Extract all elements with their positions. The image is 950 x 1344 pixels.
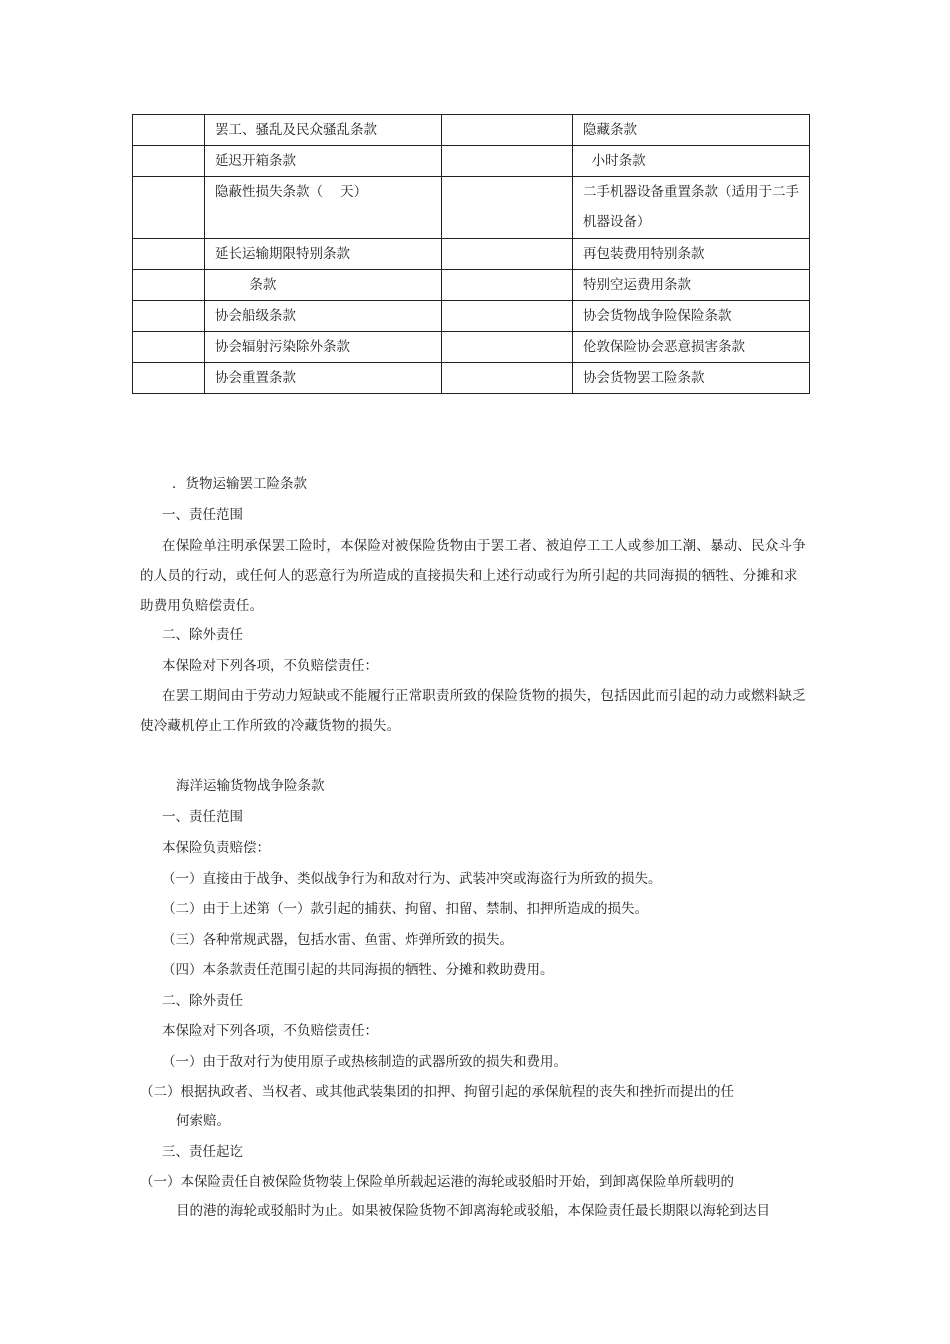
table-cell [442, 363, 573, 394]
table-cell: 协会辐射污染除外条款 [205, 332, 442, 363]
section-heading: 三、责任起讫 [162, 1144, 243, 1160]
coverage-intro: 本保险负责赔偿： [162, 840, 270, 856]
table-cell: 条款 [205, 270, 442, 301]
section-heading: 一、责任范围 [162, 507, 243, 523]
list-item: （一）本保险责任自被保险货物装上保险单所载起运港的海轮或驳船时开始，到卸离保险单所载明的 [140, 1174, 734, 1190]
table-cell [442, 177, 573, 239]
exclusion-intro: 本保险对下列各项，不负赔偿责任： [162, 1023, 378, 1039]
table-cell [442, 146, 573, 177]
table-cell: 延迟开箱条款 [205, 146, 442, 177]
table-cell [442, 270, 573, 301]
table-cell: 协会重置条款 [205, 363, 442, 394]
table-cell: 协会船级条款 [205, 301, 442, 332]
list-item: （三）各种常规武器，包括水雷、鱼雷、炸弹所致的损失。 [162, 932, 513, 948]
list-item-continuation: 目的港的海轮或驳船时为止。如果被保险货物不卸离海轮或驳船，本保险责任最长期限以海轮到达目 [176, 1203, 770, 1219]
table-cell: 二手机器设备重置条款（适用于二手机器设备） [573, 177, 810, 239]
table-row [133, 301, 810, 332]
table-cell [133, 363, 205, 394]
table-cell [133, 177, 205, 239]
table-cell: 再包装费用特别条款 [573, 239, 810, 270]
table-cell [133, 239, 205, 270]
table-cell: 特别空运费用条款 [573, 270, 810, 301]
table-cell: 协会货物罢工险条款 [573, 363, 810, 394]
table-cell [442, 239, 573, 270]
table-cell: 伦敦保险协会恶意损害条款 [573, 332, 810, 363]
table-cell: 小时条款 [573, 146, 810, 177]
table-row [133, 146, 810, 177]
war-clause-title: 海洋运输货物战争险条款 [176, 778, 325, 794]
list-item: （一）由于敌对行为使用原子或热核制造的武器所致的损失和费用。 [162, 1054, 567, 1070]
table-cell [442, 301, 573, 332]
section-heading: 二、除外责任 [162, 993, 243, 1009]
strike-clause-title: ．货物运输罢工险条款 [172, 476, 307, 492]
table-row [133, 239, 810, 270]
table-row [133, 177, 810, 239]
table-cell [133, 301, 205, 332]
table-cell [133, 332, 205, 363]
clause-table [132, 114, 810, 394]
table-cell: 隐藏条款 [573, 115, 810, 146]
table-cell: 协会货物战争险保险条款 [573, 301, 810, 332]
table-row [133, 115, 810, 146]
table-cell [133, 270, 205, 301]
section-heading: 二、除外责任 [162, 627, 243, 643]
table-cell [442, 115, 573, 146]
strike-exclusion-paragraph: 在罢工期间由于劳动力短缺或不能履行正常职责所致的保险货物的损失，包括因此而引起的动力或燃料缺乏使冷藏机停止工作所致的冷藏货物的损失。 [140, 688, 806, 734]
list-item: （二）由于上述第（一）款引起的捕获、拘留、扣留、禁制、扣押所造成的损失。 [162, 901, 648, 917]
table-cell [133, 115, 205, 146]
strike-coverage-paragraph: 在保险单注明承保罢工险时，本保险对被保险货物由于罢工者、被迫停工工人或参加工潮、暴动、民众斗争的人员的行动，或任何人的恶意行为所造成的直接损失和上述行动或行为所引起的共同海损的牺牲、分摊和求助费用负赔偿责任。 [140, 538, 806, 614]
table-row [133, 270, 810, 301]
table-cell [133, 146, 205, 177]
list-item-continuation: 何索赔。 [176, 1113, 230, 1129]
table-row [133, 332, 810, 363]
table-cell: 隐蔽性损失条款（ 天） [205, 177, 442, 239]
list-item: （四）本条款责任范围引起的共同海损的牺牲、分摊和救助费用。 [162, 962, 554, 978]
table-cell: 延长运输期限特别条款 [205, 239, 442, 270]
list-item: （二）根据执政者、当权者、或其他武装集团的扣押、拘留引起的承保航程的丧失和挫折而提出的任 [140, 1084, 734, 1100]
exclusion-intro: 本保险对下列各项，不负赔偿责任： [162, 658, 378, 674]
table-cell [442, 332, 573, 363]
section-heading: 一、责任范围 [162, 809, 243, 825]
list-item: （一）直接由于战争、类似战争行为和敌对行为、武装冲突或海盗行为所致的损失。 [162, 871, 662, 887]
table-cell: 罢工、骚乱及民众骚乱条款 [205, 115, 442, 146]
table-row [133, 363, 810, 394]
